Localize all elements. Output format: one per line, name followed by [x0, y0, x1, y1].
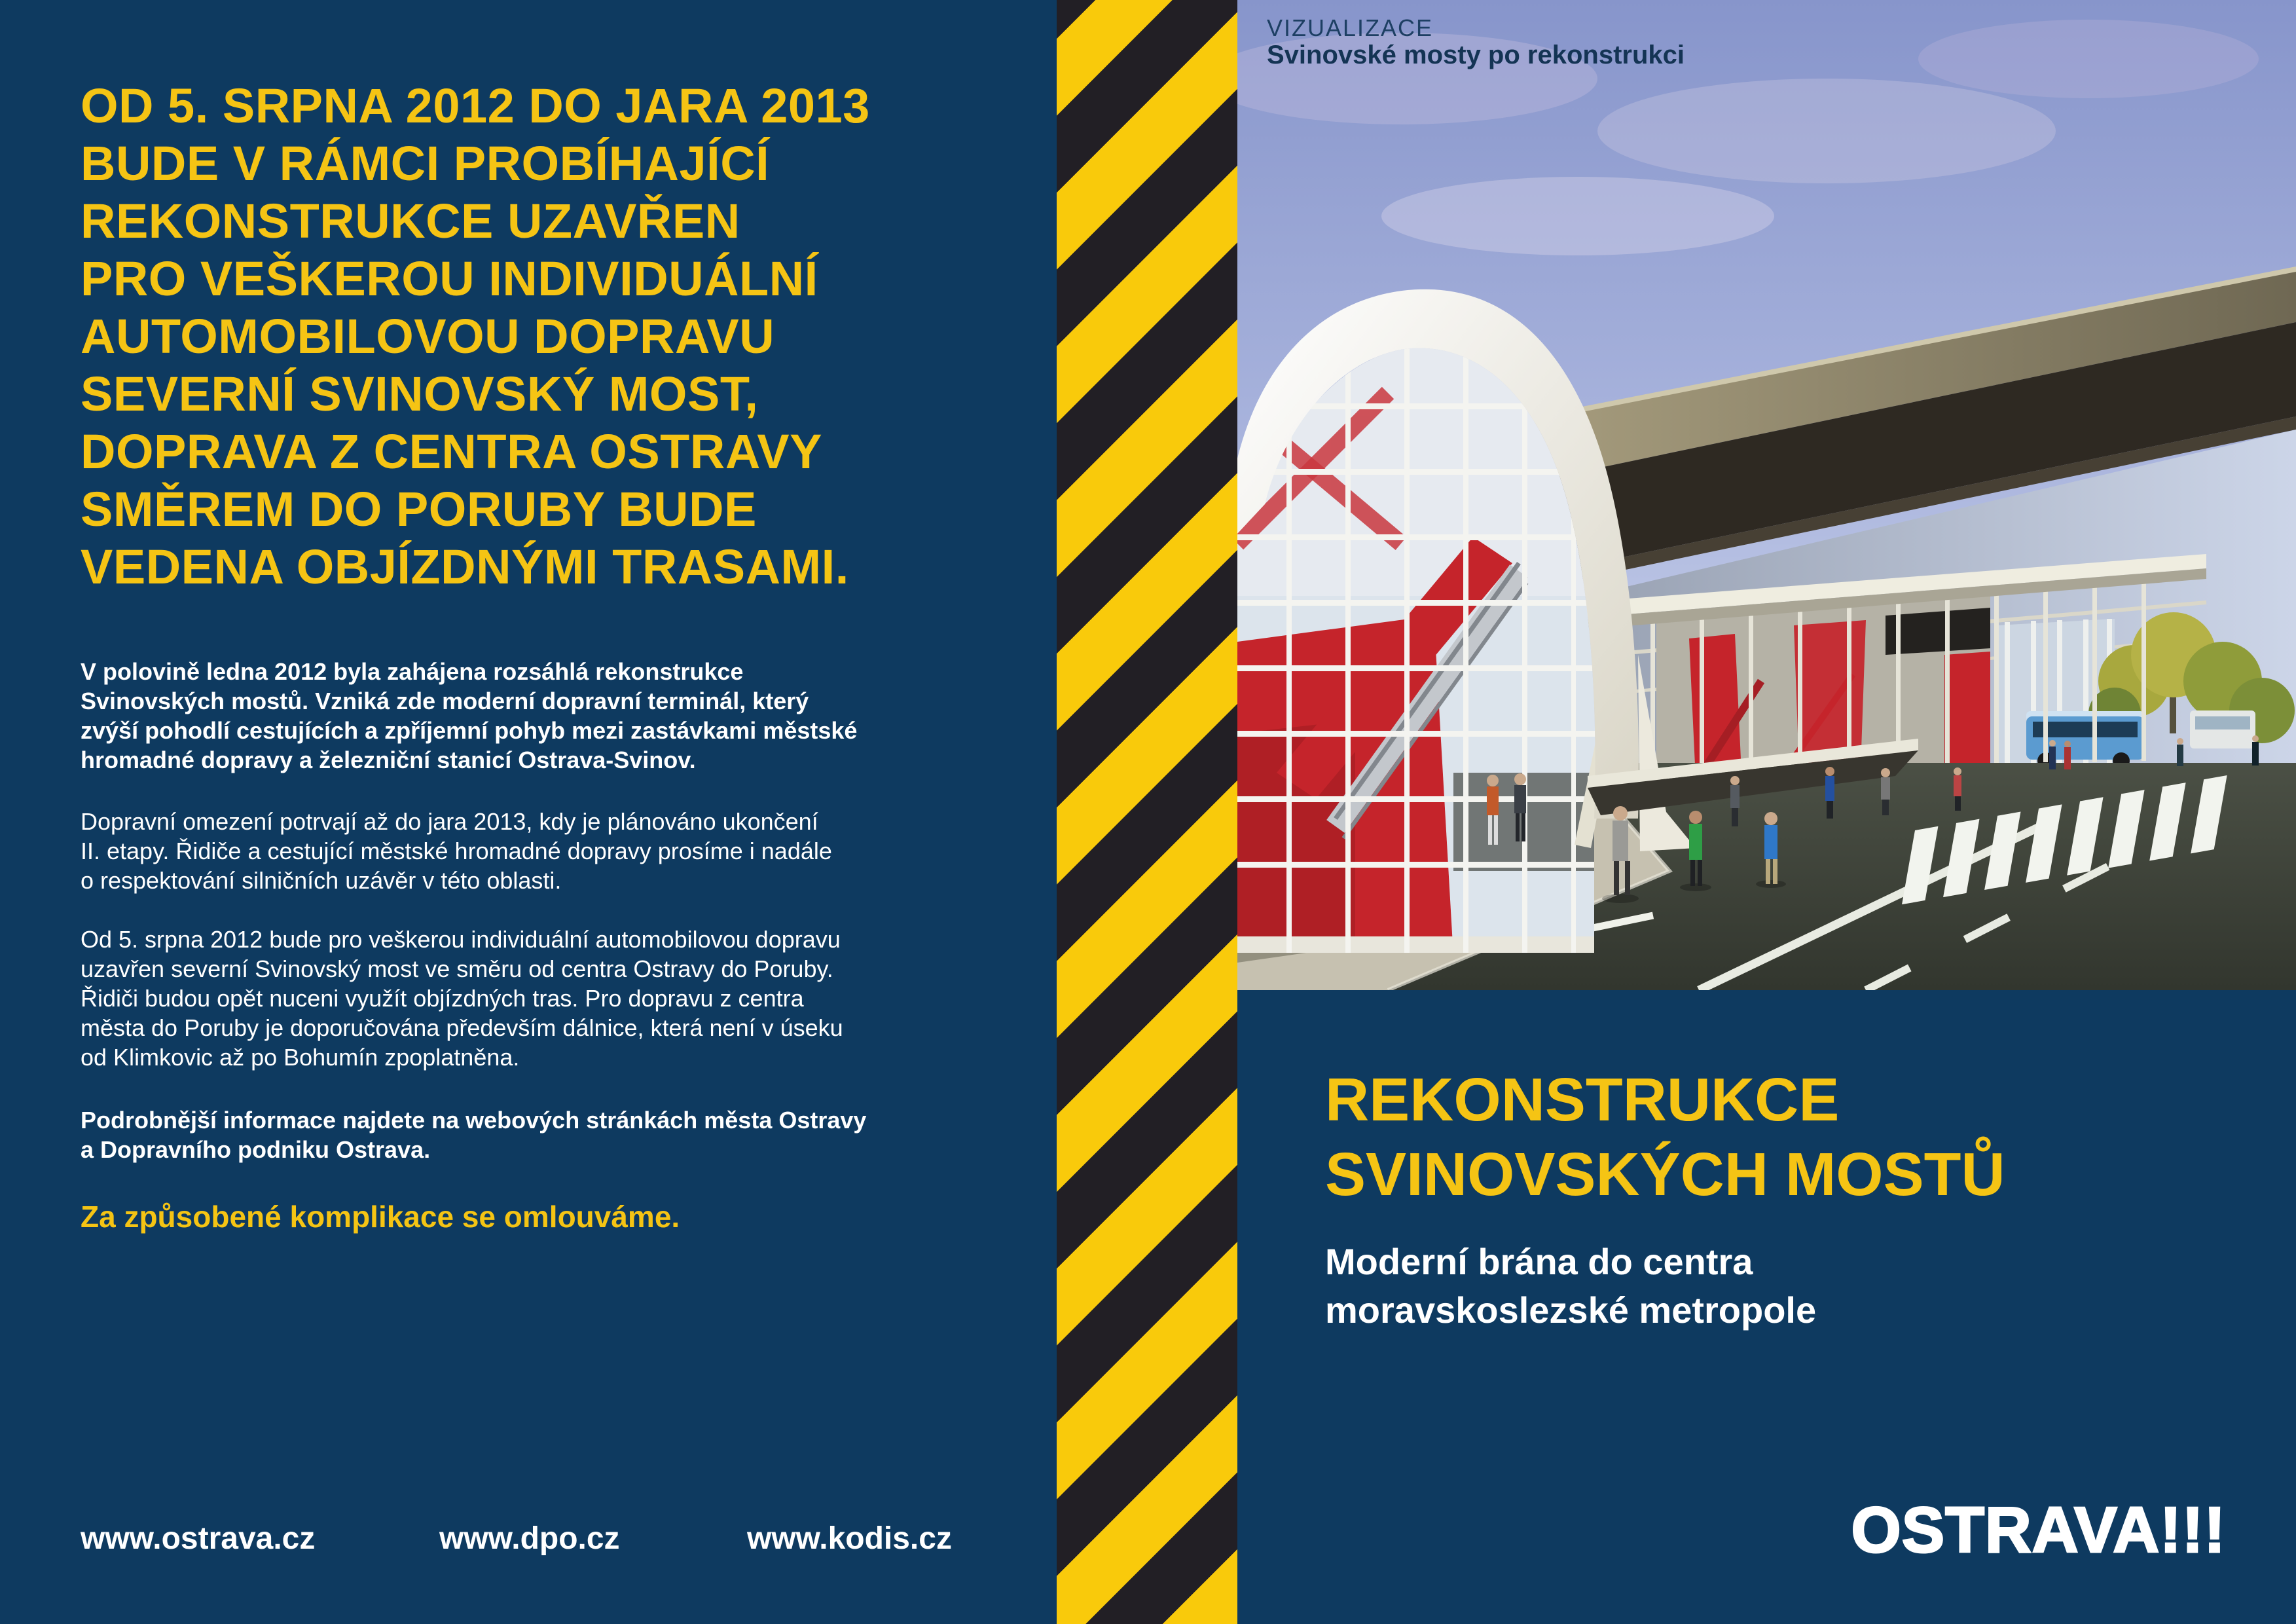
headline-line: REKONSTRUKCE UZAVŘEN	[81, 194, 740, 248]
headline-line: AUTOMOBILOVOU DOPRAVU	[81, 309, 775, 363]
ostrava-logo: OSTRAVA!!!	[1851, 1494, 2226, 1566]
visualization-caption: Svinovské mosty po rekonstrukci	[1267, 41, 1685, 69]
link-ostrava-cz[interactable]: www.ostrava.cz	[81, 1521, 316, 1556]
apology-note: Za způsobené komplikace se omlouváme.	[81, 1200, 680, 1234]
hazard-stripe-band	[1057, 0, 1237, 1624]
left-page	[0, 0, 1057, 1624]
closure-paragraph: Od 5. srpna 2012 bude pro veškerou individuální automobilovou dopravu uzavřen severní Svinovský most ve směru od centra Ostravy do Poruby. Řidiči budou opět nuceni využít objízdných tras. Pro dopravu z centra města do Poruby je doporučována především dálnice, která není v úseku od Klimkovic až po Bohumín zpoplatněna.	[81, 926, 843, 1071]
intro-paragraph: V polovině ledna 2012 byla zahájena rozsáhlá rekonstrukce Svinovských mostů. Vzniká zde moderní dopravní terminál, který zvýší pohodlí cestujících a zpříjemní pohyb mezi zastávkami městské hromadné dopravy a železniční stanicí Ostrava-Svinov.	[81, 658, 858, 773]
headline-line: OD 5. SRPNA 2012 DO JARA 2013	[81, 79, 870, 133]
headline-line: PRO VEŠKEROU INDIVIDUÁLNÍ	[81, 251, 818, 306]
headline	[81, 77, 1056, 596]
visualization-label: VIZUALIZACE	[1267, 14, 1434, 41]
headline-line: DOPRAVA Z CENTRA OSTRAVY	[81, 424, 822, 479]
cover-subtitle: Moderní brána do centra moravskoslezské metropole	[1325, 1241, 1817, 1331]
right-page	[1237, 0, 2296, 1624]
info-paragraph: Podrobnější informace najdete na webových stránkách města Ostravy a Dopravního podniku Ostrava.	[81, 1107, 867, 1163]
cover-info	[1237, 990, 2296, 1624]
visualization-image	[1237, 0, 2296, 990]
restrictions-paragraph: Dopravní omezení potrvají až do jara 2013, kdy je plánováno ukončení II. etapy. Řidiče a cestující městské hromadné dopravy prosíme i nadále o respektování silničních uzávěr v této oblasti.	[81, 808, 832, 894]
link-kodis-cz[interactable]: www.kodis.cz	[747, 1521, 952, 1556]
headline-line: BUDE V RÁMCI PROBÍHAJÍCÍ	[81, 136, 770, 191]
headline-line: VEDENA OBJÍZDNÝMI TRASAMI.	[81, 540, 849, 594]
link-dpo-cz[interactable]: www.dpo.cz	[439, 1521, 620, 1556]
cover-title: REKONSTRUKCE SVINOVSKÝCH MOSTŮ	[1325, 1065, 2005, 1208]
headline-line: SMĚREM DO PORUBY BUDE	[81, 482, 757, 536]
headline-line: SEVERNÍ SVINOVSKÝ MOST,	[81, 367, 759, 421]
